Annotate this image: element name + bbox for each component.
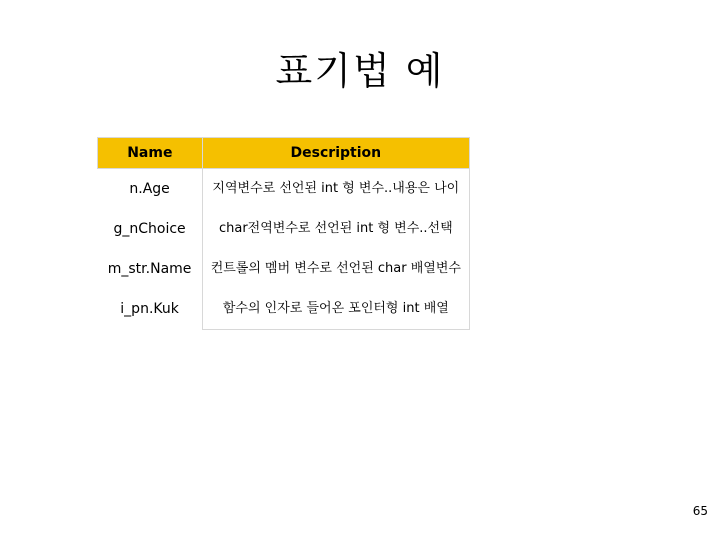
row-description: 지역변수로 선언된 int 형 변수..내용은 나이 (202, 169, 469, 210)
header-name: Name (98, 138, 203, 169)
notation-table (97, 137, 470, 330)
page-number: 65 (692, 504, 708, 518)
table-row (98, 249, 470, 289)
slide-title: 표기법 예 (275, 49, 445, 93)
table-row (98, 209, 470, 249)
table-row (98, 289, 470, 330)
row-name: i_pn.Kuk (120, 301, 179, 318)
row-description: 컨트롤의 멤버 변수로 선언된 char 배열변수 (202, 249, 469, 289)
table-row (98, 169, 470, 210)
row-name: m_str.Name (107, 261, 192, 277)
row-name: n.Age (129, 181, 170, 197)
row-description: 함수의 인자로 들어온 포인터형 int 배열 (202, 289, 469, 330)
header-description: Description (202, 138, 469, 169)
row-name: g_nChoice (113, 221, 186, 237)
row-description: char전역변수로 선언된 int 형 변수..선택 (202, 209, 469, 249)
table-header-row (98, 138, 470, 169)
